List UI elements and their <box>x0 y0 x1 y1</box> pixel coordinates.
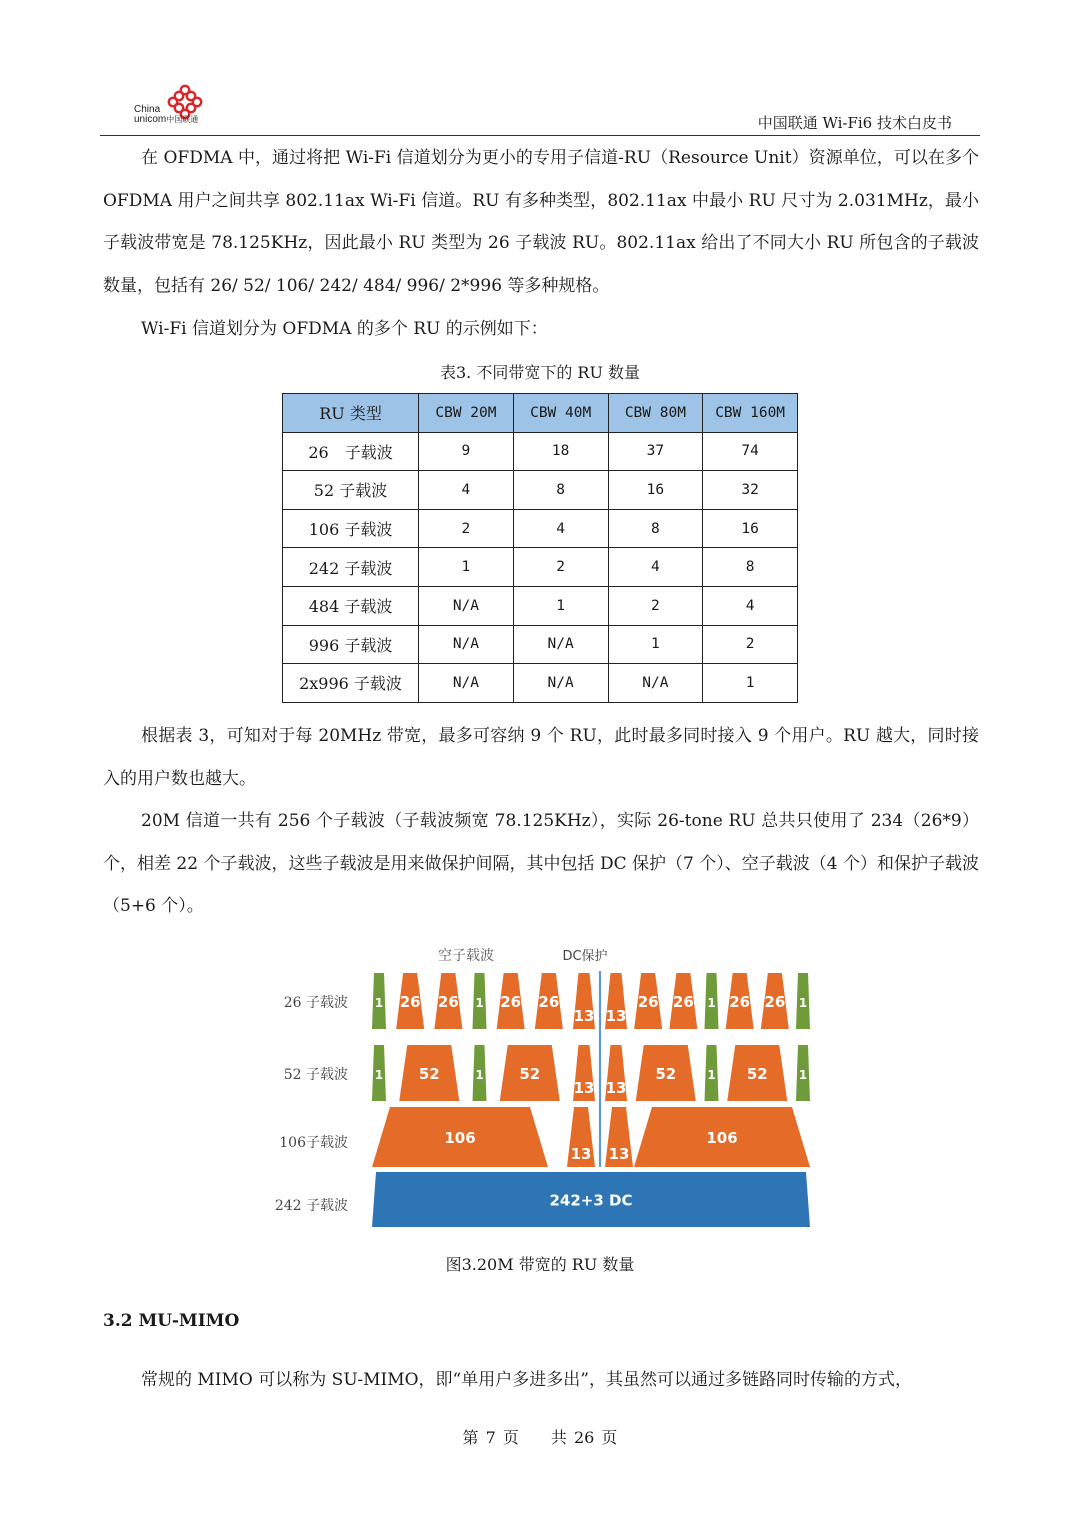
table-cell: 8 <box>608 509 703 548</box>
table-cell: 16 <box>703 509 798 548</box>
table-header-row <box>283 394 798 433</box>
ru-block-label: 13 <box>573 1079 595 1097</box>
table-row <box>283 509 798 548</box>
logo-text-unicom: unicom中国联通 <box>134 114 199 125</box>
ru-block-label: 242+3 DC <box>549 1191 633 1210</box>
table-cell: 9 <box>419 432 514 471</box>
table-cell: 2 <box>513 548 608 587</box>
paragraph-ofdma-intro: 在 OFDMA 中，通过将把 Wi-Fi 信道划分为更小的专用子信道-RU（Resource Unit）资源单位，可以在多个 OFDMA 用户之间共享 802.11ax Wi-Fi 信道。RU 有多种类型，802.11ax 中最小 RU 尺寸为 2.031MHz，最小子载波带宽是 78.125KHz，因此最小 RU 类型为 26 子载波 RU。802.11ax 给出了不同大小 RU 所包含的子载波数量，包括有 26/ 52/ 106/ 242/ 484/ 996/ 2*996 等多种规格。 <box>103 148 979 296</box>
table-row-label: 484 子载波 <box>283 586 419 625</box>
ru-block-label: 52 <box>746 1065 768 1083</box>
ru-diagram <box>270 935 815 1235</box>
table-cell: 2 <box>608 586 703 625</box>
paragraph-mu-mimo-intro: 常规的 MIMO 可以称为 SU-MIMO，即“单用户多进多出”，其虽然可以通过多链路同时传输的方式， <box>141 1370 912 1390</box>
table-cell: N/A <box>513 664 608 703</box>
ru-block-label: 26 <box>437 993 459 1011</box>
table-row <box>283 625 798 664</box>
figure-row-label: 242 子载波 <box>274 1198 348 1214</box>
table-row <box>283 548 798 587</box>
table-cell: 1 <box>703 664 798 703</box>
table-cell: 16 <box>608 471 703 510</box>
table-cell: 1 <box>608 625 703 664</box>
section-heading: 3.2 MU-MIMO <box>103 1311 240 1331</box>
figure-caption: 图3.20M 带宽的 RU 数量 <box>445 1255 635 1274</box>
table-header-cell: RU 类型 <box>283 394 419 433</box>
ru-block-label: 52 <box>655 1065 677 1083</box>
ru-block-label: 26 <box>637 993 659 1011</box>
table-cell: 4 <box>419 471 514 510</box>
figure-row-label: 26 子载波 <box>283 995 348 1011</box>
table-row <box>283 664 798 703</box>
table-cell: N/A <box>419 664 514 703</box>
ru-block-label: 13 <box>605 1007 627 1025</box>
ru-block-label: 52 <box>418 1065 440 1083</box>
table-header-cell: CBW 160M <box>703 394 798 433</box>
ru-block-label: 1 <box>475 1068 484 1082</box>
ru-block-label: 1 <box>707 1068 716 1082</box>
ru-block-label: 1 <box>798 1068 808 1082</box>
table-cell: 1 <box>513 586 608 625</box>
table-cell: N/A <box>419 625 514 664</box>
ru-block-label: 26 <box>672 993 694 1011</box>
table-cell: 4 <box>513 509 608 548</box>
figure-dc-label: DC保护 <box>562 949 608 964</box>
ru-block-label: 106 <box>706 1129 738 1147</box>
logo-text-china: China <box>134 104 161 115</box>
ru-block-label: 26 <box>500 993 522 1011</box>
ru-block-label: 1 <box>707 996 716 1010</box>
paragraph-subcarrier-detail: 20M 信道一共有 256 个子载波（子载波频宽 78.125KHz），实际 26-tone RU 总共只使用了 234（26*9）个，相差 22 个子载波，这些子载波是用来做保护间隔，其中包括 DC 保护（7 个）、空子载波（4 个）和保护子载波（5+6 个）。 <box>103 811 979 916</box>
header-divider <box>100 135 980 136</box>
table-cell: 4 <box>703 586 798 625</box>
figure-null-label: 空子载波 <box>438 948 494 964</box>
ru-block-label: 13 <box>573 1007 595 1025</box>
table-row-label: 2x996 子载波 <box>283 664 419 703</box>
logo-text-cn: 中国联通 <box>166 115 199 124</box>
ru-block-label: 106 <box>444 1129 476 1147</box>
figure-row-label: 106子载波 <box>279 1135 348 1151</box>
table-cell: 2 <box>703 625 798 664</box>
ru-block-label: 52 <box>519 1065 541 1083</box>
ru-block-label: 26 <box>538 993 560 1011</box>
table-cell: 2 <box>419 509 514 548</box>
table-cell: 37 <box>608 432 703 471</box>
ru-block-label: 1 <box>374 1068 384 1082</box>
table-cell: N/A <box>608 664 703 703</box>
table-cell: N/A <box>419 586 514 625</box>
ru-block-label: 13 <box>608 1145 630 1163</box>
table-cell: N/A <box>513 625 608 664</box>
ru-block-label: 1 <box>798 996 808 1010</box>
table-cell: 1 <box>419 548 514 587</box>
ru-count-table <box>282 393 798 703</box>
table-header-cell: CBW 20M <box>419 394 514 433</box>
paragraph-ofdma-example: Wi-Fi 信道划分为 OFDMA 的多个 RU 的示例如下： <box>141 319 548 339</box>
table-cell: 4 <box>608 548 703 587</box>
table-row-label: 106 子载波 <box>283 509 419 548</box>
table-cell: 18 <box>513 432 608 471</box>
ru-block-label: 26 <box>764 993 786 1011</box>
table-header-cell: CBW 80M <box>608 394 703 433</box>
ru-block-label: 26 <box>399 993 421 1011</box>
table-row <box>283 471 798 510</box>
table-row-label: 52 子载波 <box>283 471 419 510</box>
ru-block-label: 26 <box>729 993 751 1011</box>
table-cell: 8 <box>513 471 608 510</box>
table-body <box>283 432 798 702</box>
ru-block-label: 13 <box>570 1145 592 1163</box>
table-row <box>283 432 798 471</box>
table-row-label: 996 子载波 <box>283 625 419 664</box>
table-row <box>283 586 798 625</box>
table-row-label: 242 子载波 <box>283 548 419 587</box>
table-caption: 表3. 不同带宽下的 RU 数量 <box>439 363 641 382</box>
page-footer: 第 7 页 共 26 页 <box>462 1428 618 1447</box>
table-cell: 32 <box>703 471 798 510</box>
figure-row-label: 52 子载波 <box>283 1067 348 1083</box>
paragraph-table-conclusion: 根据表 3，可知对于每 20MHz 带宽，最多可容纳 9 个 RU，此时最多同时接入 9 个用户。RU 越大，同时接入的用户数也越大。 <box>103 726 979 789</box>
header-title: 中国联通 Wi-Fi6 技术白皮书 <box>757 114 952 132</box>
ru-block-label: 1 <box>374 996 384 1010</box>
table-cell: 8 <box>703 548 798 587</box>
table-cell: 74 <box>703 432 798 471</box>
ru-block-label: 13 <box>605 1079 627 1097</box>
table-row-label: 26 子载波 <box>283 432 419 471</box>
table-header-cell: CBW 40M <box>513 394 608 433</box>
ru-block-label: 1 <box>475 996 484 1010</box>
